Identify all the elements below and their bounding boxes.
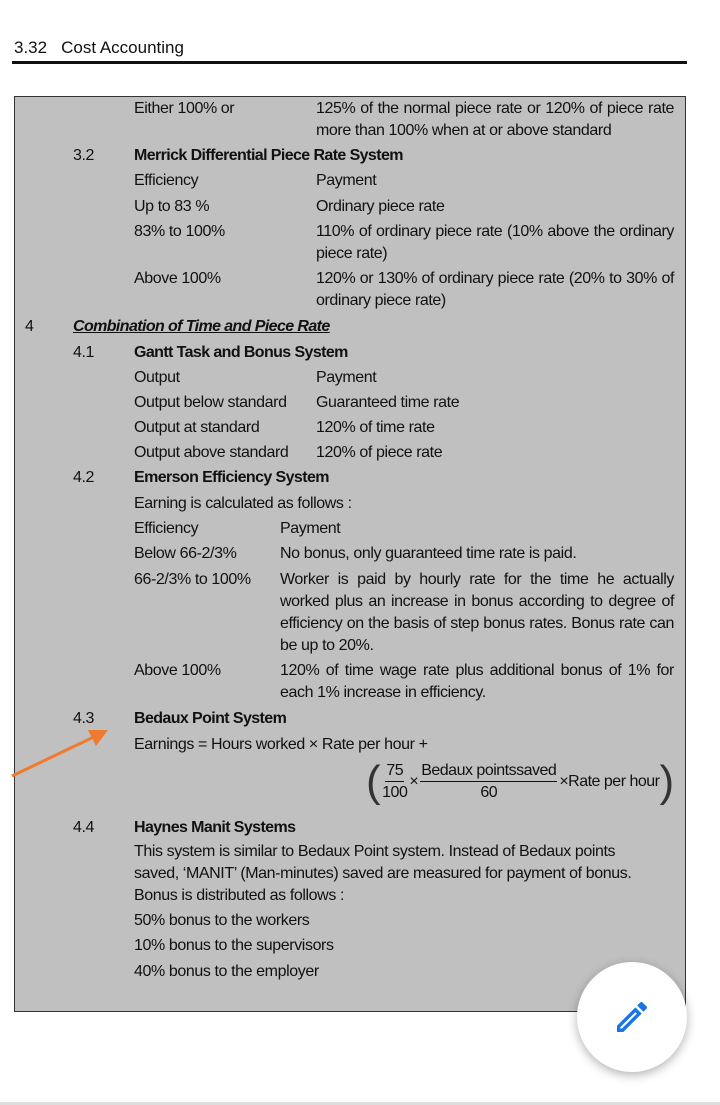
row-label: 83% to 100%	[134, 223, 225, 240]
section-title: Bedaux Point System	[134, 710, 287, 727]
section-number: 4.3	[73, 710, 95, 727]
row-label: Output at standard	[134, 419, 260, 436]
row-value: Guaranteed time rate	[316, 394, 460, 411]
row-label: Output below standard	[134, 394, 287, 411]
row-value: 120% of time wage rate plus additional bonus of 1% for each 1% increase in efficiency.	[280, 662, 674, 701]
section-number: 4	[25, 318, 34, 335]
col-header: Output	[134, 369, 180, 386]
section-title: Gantt Task and Bonus System	[134, 344, 348, 361]
section-number: 4.4	[73, 819, 95, 836]
row-value: 120% of time rate	[316, 419, 435, 436]
row-label: Output above standard	[134, 444, 289, 461]
section-number: 4.2	[73, 469, 95, 486]
row-value: Ordinary piece rate	[316, 198, 445, 215]
row-value: No bonus, only guaranteed time rate is paid.	[280, 545, 577, 562]
section-title: Merrick Differential Piece Rate System	[134, 147, 403, 164]
section-title: Haynes Manit Systems	[134, 819, 296, 836]
row-label: Below 66-2/3%	[134, 545, 237, 562]
intro-text: Earning is calculated as follows :	[134, 495, 352, 512]
formula-fraction: ( $\frac{75}{100}$ × Bedaux pointssaved 60 ×Rate per hour )	[366, 757, 674, 806]
chapter-title: Cost Accounting	[61, 38, 184, 57]
section-title: Emerson Efficiency System	[134, 469, 329, 486]
list-item: 40% bonus to the employer	[134, 963, 319, 980]
list-item: 10% bonus to the supervisors	[134, 937, 334, 954]
section-title: Combination of Time and Piece Rate	[73, 318, 330, 335]
formula-line: Earnings = Hours worked × Rate per hour +	[134, 736, 428, 753]
rate-term: ×Rate per hour	[559, 773, 660, 790]
section-number: 3.2	[73, 147, 95, 164]
times-sign: ×	[409, 773, 419, 790]
row-value: 120% of piece rate	[316, 444, 443, 461]
page-number: 3.32	[14, 38, 48, 57]
denominator: 100	[382, 783, 408, 801]
row-value: 110% of ordinary piece rate (10% above the ordinary piece rate)	[316, 223, 674, 262]
col-header: Payment	[316, 172, 377, 189]
row-label: Above 100%	[134, 662, 221, 679]
numerator: Bedaux pointssaved	[420, 761, 557, 782]
row-label: Either 100% or	[134, 100, 235, 117]
row-label: Above 100%	[134, 270, 221, 287]
row-value: Worker is paid by hourly rate for the time he actually worked plus an increase in bonus according to degree of efficiency on the basis of step bonus rates. Bonus rate can be up to 20%.	[280, 571, 674, 654]
col-header: Efficiency	[134, 520, 199, 537]
numerator: 75	[385, 761, 404, 782]
header-rule	[12, 61, 687, 64]
paragraph: This system is similar to Bedaux Point system. Instead of Bedaux points saved, ‘MANIT’ (Man-minutes) saved are measured for payment of bonus. Bonus is distributed as follows :	[134, 843, 632, 904]
edit-button[interactable]	[577, 962, 687, 1072]
col-header: Efficiency	[134, 172, 199, 189]
row-label: 66-2/3% to 100%	[134, 571, 251, 588]
row-value: 125% of the normal piece rate or 120% of piece rate more than 100% when at or above standard	[316, 100, 674, 139]
arrow-annotation-icon	[0, 720, 120, 790]
denominator: 60	[480, 783, 498, 801]
pencil-icon	[612, 997, 652, 1037]
page-header	[14, 38, 198, 58]
row-label: Up to 83 %	[134, 198, 210, 215]
col-header: Payment	[280, 520, 341, 537]
row-value: 120% or 130% of ordinary piece rate (20% to 30% of ordinary piece rate)	[316, 270, 674, 309]
col-header: Payment	[316, 369, 377, 386]
list-item: 50% bonus to the workers	[134, 912, 310, 929]
section-number: 4.1	[73, 344, 95, 361]
